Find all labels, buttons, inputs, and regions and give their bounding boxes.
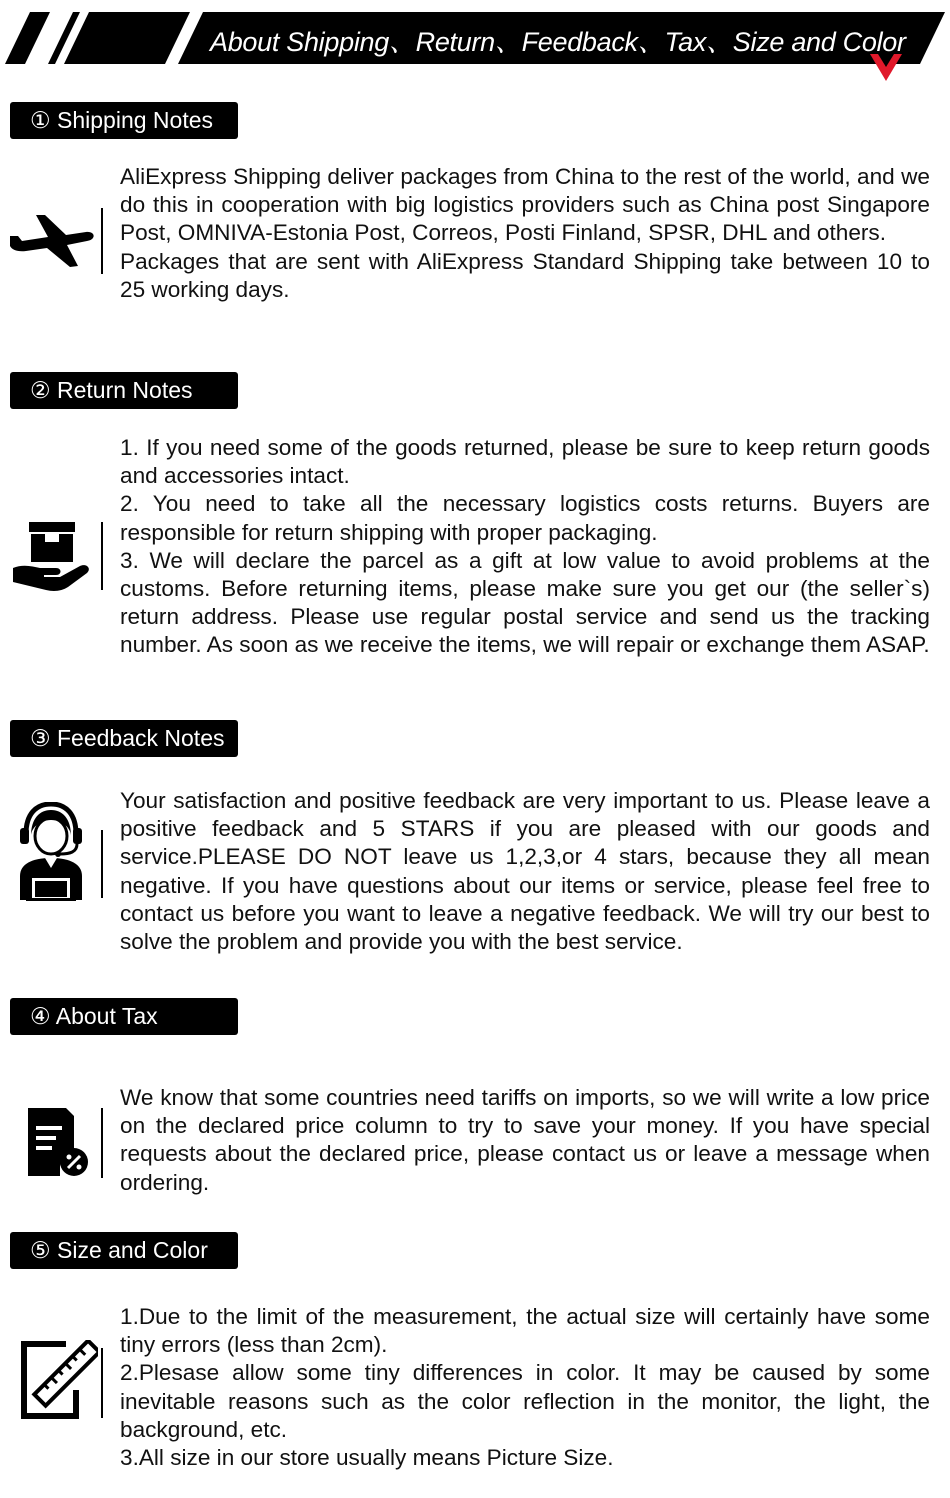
customer-service-agent-icon [18,802,84,907]
paragraph: Packages that are sent with AliExpress Standard Shipping take between 10 to 25 working days. [120,248,930,302]
paragraph: AliExpress Shipping deliver packages from China to the rest of the world, and we do this in cooperation with big logistics providers such as China post Singapore Post, OMNIVA-Estonia Post, Correos, Posti Finland, SPSR, DHL and others. [120,164,930,246]
paragraph: 3. We will declare the parcel as a gift at low value to avoid problems at the customs. Before returning items, please make sure you get our (the seller`s) return address. Please use regular postal service and send us the tracking number. As soon as we receive the items, we will repair or exchange them ASAP. [120,547,930,658]
feedback-notes-text [120,787,930,956]
section-label-feedback: ③ Feedback Notes [10,720,238,757]
divider-line [101,1108,103,1178]
size-color-notes-text [120,1303,930,1472]
paragraph: 3.All size in our store usually means Picture Size. [120,1445,614,1471]
section-label-shipping: ① Shipping Notes [10,102,238,139]
header-banner [0,0,950,90]
divider-line [101,208,103,274]
tax-notes-text [120,1084,930,1197]
ruler-measure-icon [20,1340,98,1425]
return-notes-text [120,434,930,660]
paragraph: 1. If you need some of the goods returned, please be sure to keep return goods and accessories intact. [120,435,930,489]
paragraph: 2.Plesase allow some tiny differences in color. It may be caused by some inevitable reasons such as the color reflection in the monitor, the light, the background, etc. [120,1360,930,1442]
shipping-notes-text [120,163,930,304]
tax-document-icon [26,1106,92,1183]
divider-line [101,1348,103,1418]
section-label-tax: ④ About Tax [10,998,238,1035]
divider-line [101,522,103,590]
airplane-icon [8,210,96,275]
section-label-size-color: ⑤ Size and Color [10,1232,238,1269]
divider-line [101,830,103,898]
paragraph: 1.Due to the limit of the measurement, the actual size will certainly have some tiny errors (less than 2cm). [120,1304,930,1358]
banner-title: About Shipping、Return、Feedback、Tax、Size and Color [210,27,906,57]
section-label-return: ② Return Notes [10,372,238,409]
box-in-hand-icon [10,520,94,597]
paragraph: We know that some countries need tariffs on imports, so we will write a low price on the declared price column to try to save your money. If you have special requests about the declared price, please contact us or leave a message when ordering. [120,1085,930,1195]
paragraph: Your satisfaction and positive feedback are very important to us. Please leave a positive feedback and 5 STARS if you are pleased with our goods and service.PLEASE DO NOT leave us 1,2,3,or 4 stars, because they all mean negative. If you have questions about our items or service, please feel free to contact us before you want to leave a negative feedback. We will try our best to solve the problem and provide you with the best service. [120,788,930,955]
paragraph: 2. You need to take all the necessary logistics costs returns. Buyers are responsible for return shipping with proper packaging. [120,491,930,545]
